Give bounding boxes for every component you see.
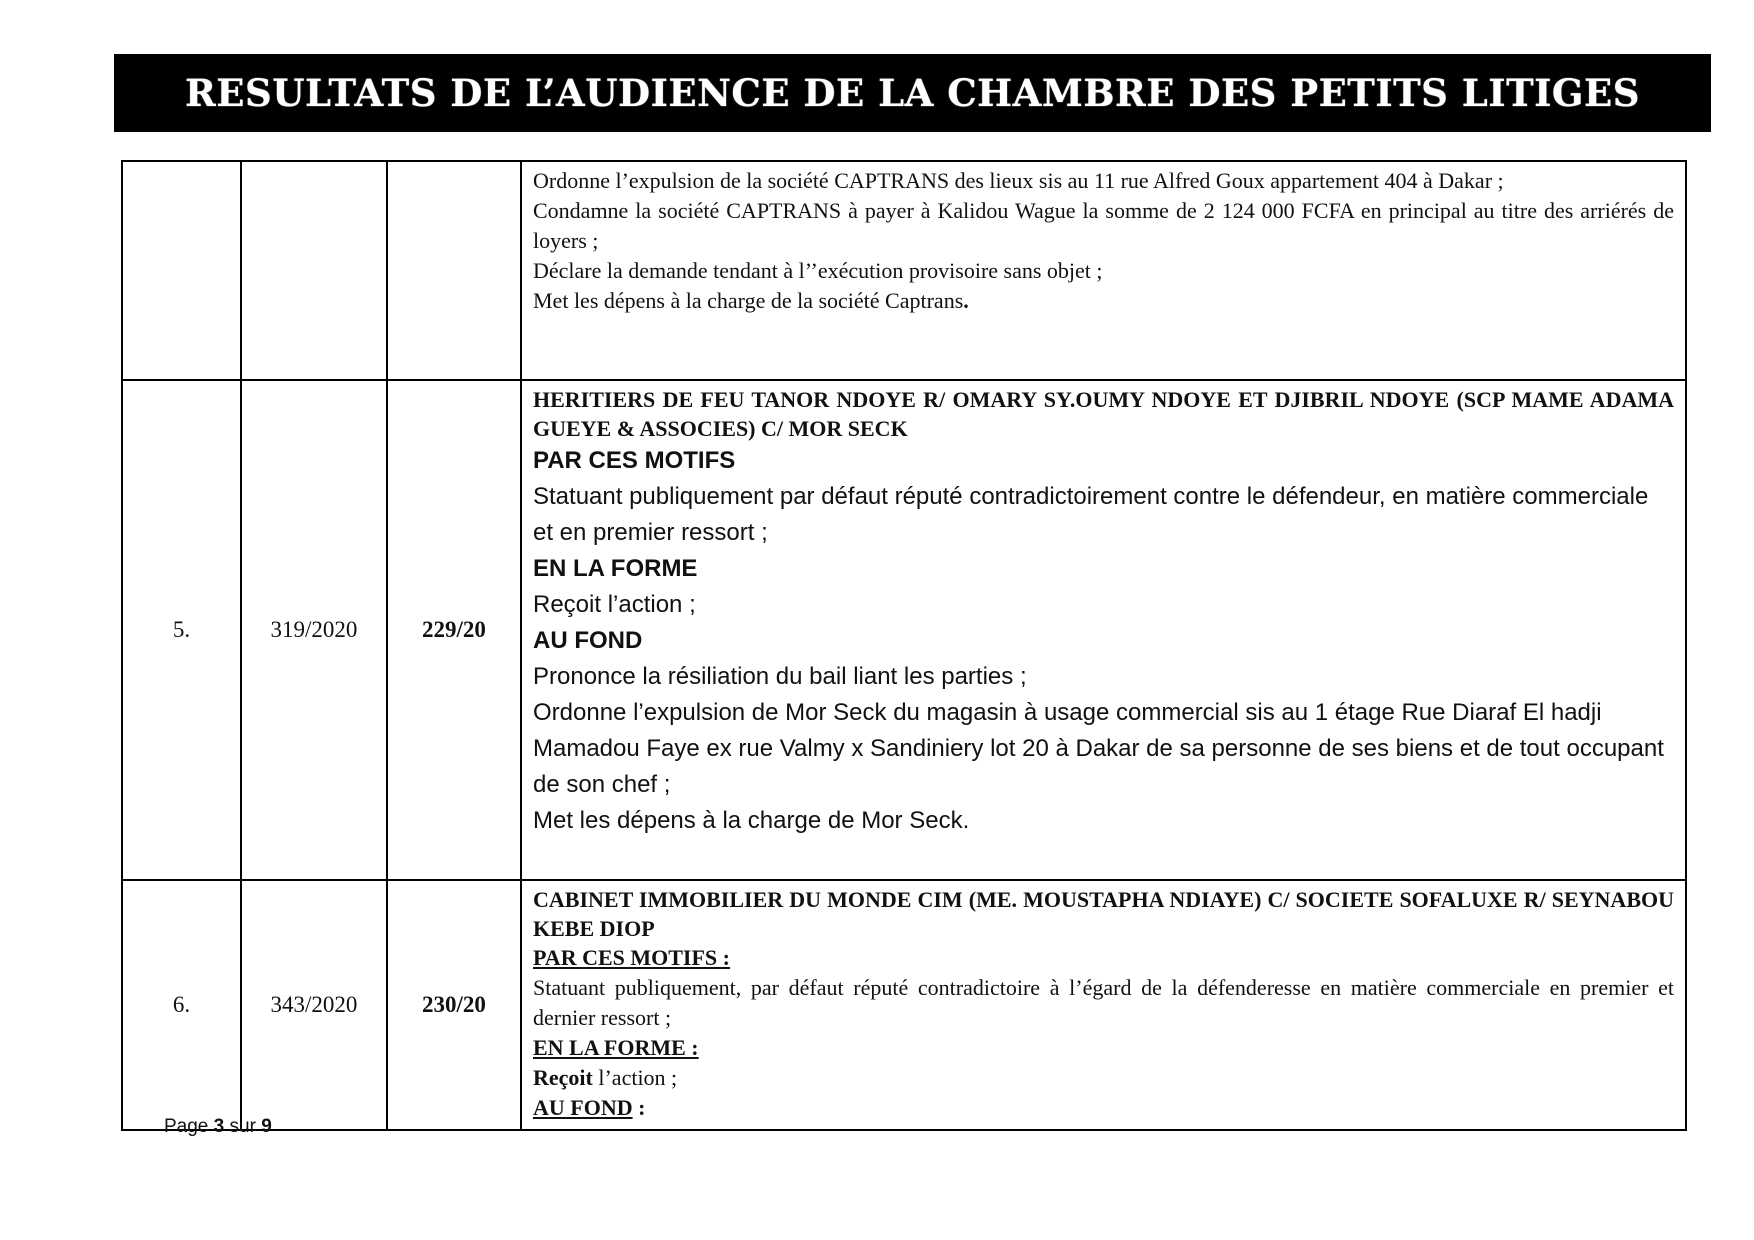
decision-line: Déclare la demande tendant à l’’exécution provisoire sans objet ;	[533, 258, 1103, 283]
motifs-heading: PAR CES MOTIFS	[533, 447, 736, 474]
judgment-number-cell: 230/20	[387, 880, 521, 1130]
forme-heading: EN LA FORME :	[533, 1035, 699, 1060]
page-number: 3	[213, 1116, 225, 1137]
page-footer	[164, 1116, 272, 1138]
decision-line: Condamne la société CAPTRANS à payer à Kalidou Wague la somme de 2 124 000 FCFA en principal au titre des arriérés de loyers ;	[533, 198, 1674, 253]
decision-text: Met les dépens à la charge de la société Captrans	[533, 288, 964, 313]
recoit-bold: Reçoit	[533, 1065, 593, 1090]
rg-number-cell: 343/2020	[241, 880, 387, 1130]
prononce-text: Prononce la résiliation du bail liant les parties ;	[533, 663, 1027, 690]
case-number-cell	[122, 161, 241, 380]
forme-heading: EN LA FORME	[533, 555, 698, 582]
recoit-text: Reçoit l’action ;	[533, 591, 696, 618]
case-number-cell: 6.	[122, 880, 241, 1130]
fond-line	[533, 1093, 1674, 1123]
ordonne-text: Ordonne l’expulsion de Mor Seck du magasin à usage commercial sis au 1 étage Rue Diaraf El hadji Mamadou Faye ex rue Valmy x Sandiniery lot 20 à Dakar de sa personne de ses biens et de tout occupant de son chef ;	[533, 699, 1664, 798]
table-row	[122, 880, 1686, 1130]
decision-line	[533, 286, 1674, 316]
fond-heading: AU FOND	[533, 627, 643, 654]
depens-text: Met les dépens à la charge de Mor Seck.	[533, 807, 970, 834]
page-title: RESULTATS DE L’AUDIENCE DE LA CHAMBRE DES PETITS LITIGES	[185, 71, 1640, 115]
judgment-number-cell: 229/20	[387, 380, 521, 880]
decision-text-end: .	[963, 288, 969, 313]
rg-number-cell	[241, 161, 387, 380]
motifs-heading: PAR CES MOTIFS :	[533, 945, 730, 970]
statuant-text: Statuant publiquement, par défaut réputé contradictoire à l’égard de la défenderesse en matière commerciale en premier et dernier ressort ;	[533, 975, 1674, 1030]
judgment-number-cell	[387, 161, 521, 380]
fond-heading: AU FOND	[533, 1095, 633, 1120]
table-row	[122, 380, 1686, 880]
case-number-cell: 5.	[122, 380, 241, 880]
parties-text: HERITIERS DE FEU TANOR NDOYE R/ OMARY SY.OUMY NDOYE ET DJIBRIL NDOYE (SCP MAME ADAMA GUEYE & ASSOCIES) C/ MOR SECK	[533, 387, 1674, 441]
recoit-line	[533, 1063, 1674, 1093]
fond-colon: :	[632, 1095, 646, 1120]
total-pages: 9	[261, 1116, 272, 1137]
page-header-banner	[114, 54, 1711, 132]
rg-number-cell: 319/2020	[241, 380, 387, 880]
recoit-rest: l’action ;	[592, 1065, 678, 1090]
decision-cell	[521, 380, 1686, 880]
results-table	[121, 160, 1687, 1131]
parties-text: CABINET IMMOBILIER DU MONDE CIM (ME. MOUSTAPHA NDIAYE) C/ SOCIETE SOFALUXE R/ SEYNABOU KEBE DIOP	[533, 887, 1674, 941]
decision-cell	[521, 880, 1686, 1130]
decision-cell	[521, 161, 1686, 380]
statuant-text: Statuant publiquement par défaut réputé contradictoirement contre le défendeur, en matière commerciale et en premier ressort ;	[533, 483, 1649, 546]
decision-line: Ordonne l’expulsion de la société CAPTRANS des lieux sis au 11 rue Alfred Goux appartement 404 à Dakar ;	[533, 168, 1504, 193]
table-row	[122, 161, 1686, 380]
page-label: Page	[164, 1116, 214, 1137]
sur-label: sur	[224, 1116, 262, 1137]
